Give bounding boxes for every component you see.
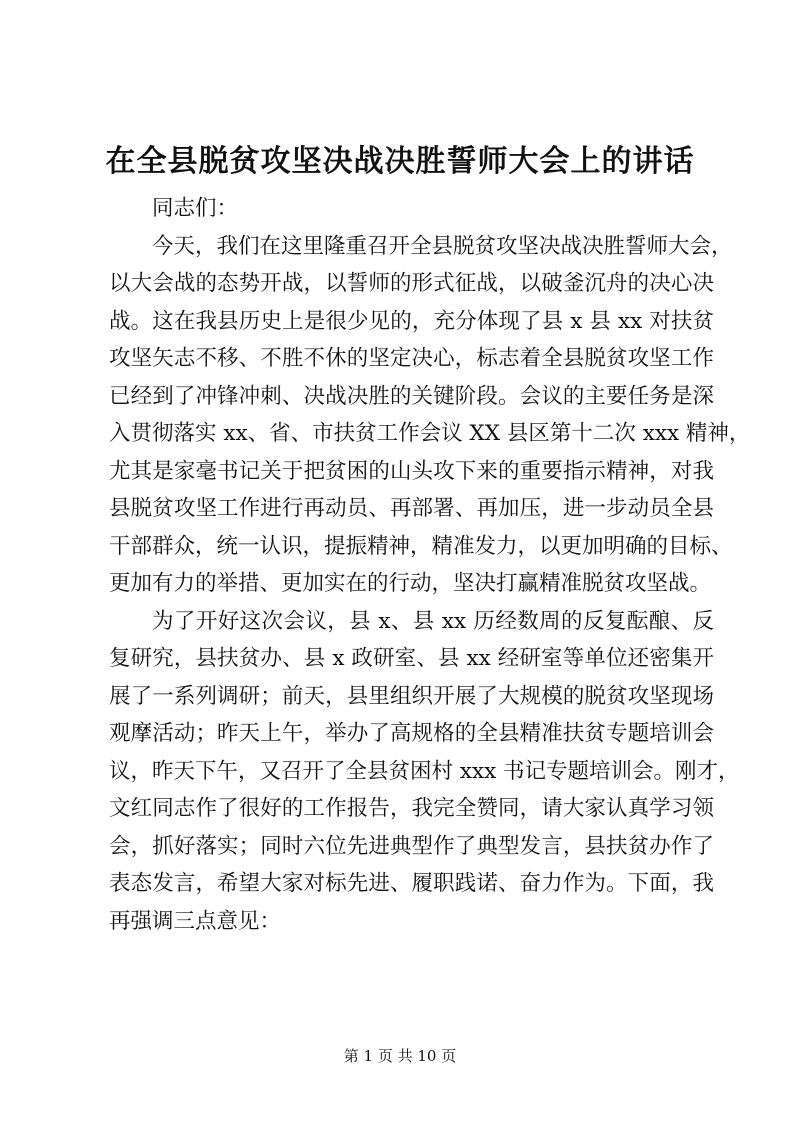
paragraph-line: 已经到了冲锋冲刺、决战决胜的关键阶段。会议的主要任务是深 [109,383,714,409]
paragraph-2 [109,603,740,941]
paragraph-line: 入贯彻落实 xx、省、市扶贫工作会议 XX 县区第十二次 xxx 精神， [109,421,751,446]
page-number: 第 1 页 共 10 页 [343,1047,457,1065]
paragraph-line: 文红同志作了很好的工作报告，我完全赞同，请大家认真学习领 [109,796,714,821]
paragraph-1 [109,228,751,603]
paragraph-line: 以大会战的态势开战，以誓师的形式征战，以破釜沉舟的决心决 [109,271,714,296]
paragraph-line: 今天，我们在这里隆重召开全县脱贫攻坚决战决胜誓师大会， [152,233,733,259]
paragraph-line: 复研究，县扶贫办、县 x 政研室、县 xx 经研室等单位还密集开 [109,646,714,671]
paragraph-line: 观摩活动；昨天上午，举办了高规格的全县精准扶贫专题培训会 [109,721,714,746]
document-body [109,190,751,940]
paragraph-line: 县脱贫攻坚工作进行再动员、再部署、再加压，进一步动员全县 [109,496,714,521]
paragraph-line: 再强调三点意见： [109,908,282,934]
paragraph-line: 更加有力的举措、更加实在的行动，坚决打赢精准脱贫攻坚战。 [109,571,712,596]
salutation: 同志们： [152,196,239,221]
paragraph-line: 表态发言，希望大家对标先进、履职践诺、奋力作为。下面，我 [109,871,714,896]
paragraph-line: 攻坚矢志不移、不胜不休的坚定决心，标志着全县脱贫攻坚工作 [109,346,714,371]
document-title: 在全县脱贫攻坚决战决胜誓师大会上的讲话 [105,144,695,179]
paragraph-line: 尤其是家毫书记关于把贫困的山头攻下来的重要指示精神，对我 [109,458,714,484]
paragraph-line: 干部群众，统一认识，提振精神，精准发力，以更加明确的目标、 [109,533,733,559]
paragraph-line: 为了开好这次会议，县 x、县 xx 历经数周的反复酝酿、反 [152,608,714,634]
paragraph-line: 战。这在我县历史上是很少见的，充分体现了县 x 县 xx 对扶贫 [109,308,714,334]
paragraph-line: 展了一系列调研；前天，县里组织开展了大规模的脱贫攻坚现场 [109,683,714,709]
paragraph-line: 会，抓好落实；同时六位先进典型作了典型发言，县扶贫办作了 [109,833,714,859]
paragraph-line: 议，昨天下午，又召开了全县贫困村 xxx 书记专题培训会。刚才， [109,758,740,784]
